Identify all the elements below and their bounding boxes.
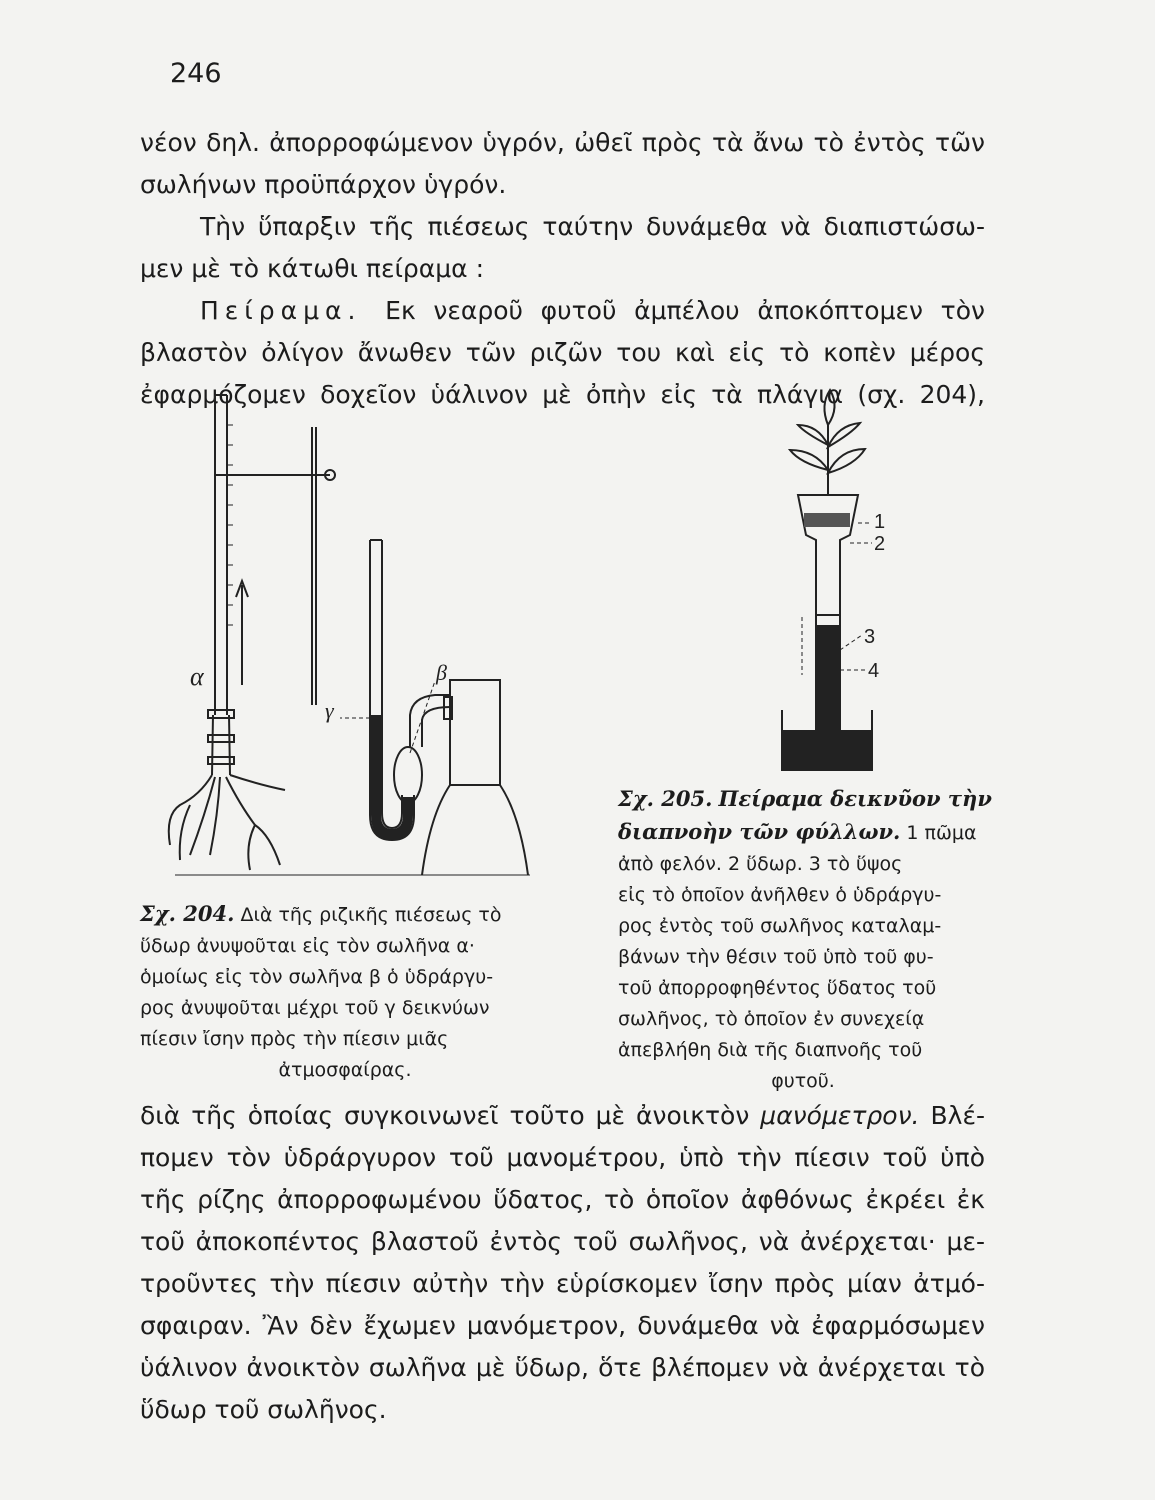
label-beta: β: [436, 660, 447, 685]
experiment-line: [140, 290, 985, 332]
text-line: πομεν τὸν ὑδράργυρον τοῦ μανομέτρου, ὑπὸ τὴν πίεσιν τοῦ ὑπὸ: [140, 1143, 985, 1172]
text-line: τῆς ρίζης ἀπορροφωμένου ὕδατος, τὸ ὁποῖον ἀφθόνως ἐκρέει ἐκ: [140, 1185, 985, 1214]
caption-line: σωλῆνος, τὸ ὁποῖον ἐν συνεχείᾳ: [618, 1008, 925, 1030]
text-line: [140, 1095, 985, 1137]
figure-204-caption: [140, 898, 550, 1086]
caption-line: ὁμοίως εἰς τὸν σωλῆνα β ὁ ὑδράργυ-: [140, 966, 494, 988]
text-line: ὕδωρ τοῦ σωλῆνος.: [140, 1395, 387, 1424]
page-number: 246: [170, 58, 222, 89]
caption-title: διαπνοὴν τῶν φύλλων.: [618, 819, 901, 844]
figure-205-illustration: [760, 385, 910, 775]
text-line: μεν μὲ τὸ κάτωθι πείραμα :: [140, 254, 485, 283]
text-segment: διὰ τῆς ὁποίας συγκοινωνεῖ τοῦτο μὲ ἀνοικτὸν: [140, 1101, 761, 1130]
manometer-term: μανόμετρον.: [760, 1101, 920, 1130]
caption-line: ἀπεβλήθη διὰ τῆς διαπνοῆς τοῦ: [618, 1039, 923, 1061]
experiment-label: Πείραμα.: [200, 296, 386, 325]
caption-line: [618, 816, 988, 849]
caption-line: [618, 783, 992, 816]
label-3: 3: [864, 626, 876, 648]
top-paragraph: [140, 122, 985, 416]
caption-label: Σχ. 204.: [140, 901, 235, 926]
caption-label: Σχ. 205.: [618, 786, 713, 811]
label-gamma: γ: [325, 698, 334, 723]
caption-line: πίεσιν ἴσην πρὸς τὴν πίεσιν μιᾶς: [140, 1028, 449, 1050]
caption-line: εἰς τὸ ὁποῖον ἀνῆλθεν ὁ ὑδράργυ-: [618, 884, 942, 906]
text-line: σωλήνων προϋπάρχον ὑγρόν.: [140, 170, 507, 199]
bottom-paragraph: [140, 1095, 985, 1431]
caption-line: ἀπὸ φελόν. 2 ὕδωρ. 3 τὸ ὕψος: [618, 853, 903, 875]
caption-line: [140, 898, 550, 931]
text-line: τροῦντες τὴν πίεσιν αὐτὴν τὴν εὑρίσκομεν ἴσην πρὸς μίαν ἀτμό-: [140, 1269, 985, 1298]
text-line: ὑάλινον ἀνοικτὸν σωλῆνα μὲ ὕδωρ, ὅτε βλέπομεν νὰ ἀνέρχεται τὸ: [140, 1353, 985, 1382]
text-line: σφαιραν. Ἂν δὲν ἔχωμεν μανόμετρον, δυνάμεθα νὰ ἐφαρμόσωμεν: [140, 1311, 985, 1340]
caption-text: 1 πῶμα: [906, 822, 977, 844]
figure-205-caption: [618, 783, 992, 1097]
caption-line: φυτοῦ.: [771, 1070, 835, 1092]
label-4: 4: [868, 660, 880, 682]
text-line: ἐφαρμόζομεν δοχεῖον ὑάλινον μὲ ὀπὴν εἰς τὰ πλάγια (σχ. 204),: [140, 380, 985, 409]
caption-line: ὕδωρ ἀνυψοῦται εἰς τὸν σωλῆνα α·: [140, 935, 475, 957]
text-line: νέον δηλ. ἀπορροφώμενον ὑγρόν, ὠθεῖ πρὸς τὰ ἄνω τὸ ἐντὸς τῶν: [140, 128, 985, 157]
text-segment: Βλέ-: [919, 1101, 985, 1130]
label-2: 2: [874, 533, 886, 555]
text-line: Τὴν ὕπαρξιν τῆς πιέσεως ταύτην δυνάμεθα νὰ διαπιστώσω-: [200, 212, 985, 241]
text-line: βλαστὸν ὀλίγον ἄνωθεν τῶν ριζῶν του καὶ εἰς τὸ κοπὲν μέρος: [140, 338, 985, 367]
label-1: 1: [874, 511, 886, 533]
text-line: Εκ νεαροῦ φυτοῦ ἀμπέλου ἀποκόπτομεν τὸν: [385, 296, 985, 325]
caption-line: τοῦ ἀπορροφηθέντος ὕδατος τοῦ: [618, 977, 937, 999]
caption-line: βάνων τὴν θέσιν τοῦ ὑπὸ τοῦ φυ-: [618, 946, 934, 968]
caption-line: ρος ἐντὸς τοῦ σωλῆνος καταλαμ-: [618, 915, 942, 937]
label-alpha: α: [190, 662, 204, 691]
caption-line: ἀτμοσφαίρας.: [278, 1059, 412, 1081]
figure-204-illustration: [160, 385, 540, 890]
text-line: τοῦ ἀποκοπέντος βλαστοῦ ἐντὸς τοῦ σωλῆνος, νὰ ἀνέρχεται· με-: [140, 1227, 985, 1256]
caption-line: ρος ἀνυψοῦται μέχρι τοῦ γ δεικνύων: [140, 997, 490, 1019]
caption-title: Πείραμα δεικνῦον τὴν: [718, 786, 992, 811]
caption-text: Διὰ τῆς ριζικῆς πιέσεως τὸ: [240, 904, 502, 926]
